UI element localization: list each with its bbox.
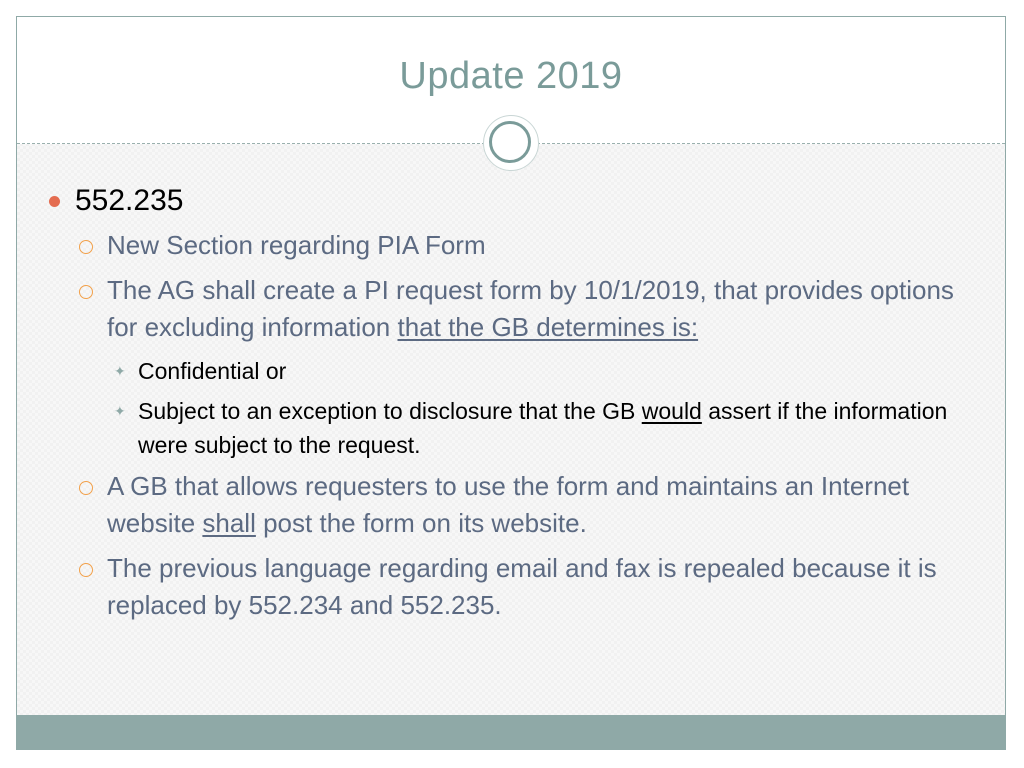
star-bullet-icon: ✦ xyxy=(114,403,126,419)
bullet-level2 xyxy=(47,227,987,264)
bullet-text: The previous language regarding email and fax is repealed because it is replaced by 552.234 and 552.235. xyxy=(107,553,937,620)
bullet-level3 xyxy=(47,394,987,462)
slide-title: Update 2019 xyxy=(399,55,623,97)
bullet-dot-icon xyxy=(49,196,60,207)
bullet-text: The AG shall create a PI request form by 10/1/2019, that provides options for excluding information xyxy=(107,275,954,342)
bullet-text: Confidential or xyxy=(138,358,287,384)
underlined-text: shall xyxy=(202,508,256,538)
footer-band xyxy=(17,715,1005,749)
bullet-text: A GB that allows requesters to use the form and maintains an Internet website xyxy=(107,471,910,538)
bullet-level2 xyxy=(47,468,987,542)
bullet-ring-icon xyxy=(79,481,93,495)
bullet-level2 xyxy=(47,272,987,346)
section-heading: 552.235 xyxy=(75,184,184,217)
bullet-ring-icon xyxy=(79,563,93,577)
star-bullet-icon: ✦ xyxy=(114,363,126,379)
underlined-text: that the GB determines is: xyxy=(397,312,699,342)
bullet-text: New Section regarding PIA Form xyxy=(107,230,486,260)
bullet-level2 xyxy=(47,550,987,624)
bullet-level1 xyxy=(47,181,987,221)
bullet-ring-icon xyxy=(79,285,93,299)
slide xyxy=(16,16,1006,750)
bullet-text: Subject to an exception to disclosure that the GB xyxy=(138,398,642,424)
slide-content xyxy=(47,181,987,632)
underlined-text: would xyxy=(641,398,702,424)
circle-ornament-icon xyxy=(483,115,539,171)
bullet-level3 xyxy=(47,354,987,388)
bullet-text: assert if the information were subject to the request. xyxy=(138,398,948,458)
bullet-ring-icon xyxy=(79,240,93,254)
bullet-text: post the form on its website. xyxy=(255,508,587,538)
